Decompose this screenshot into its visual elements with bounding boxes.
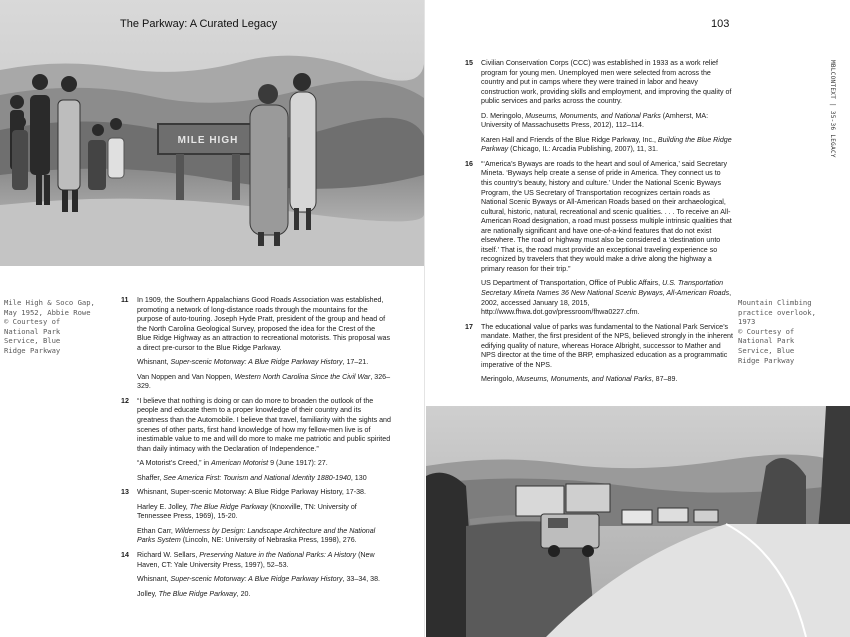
endnote-number: 12 bbox=[121, 396, 129, 405]
spread-gutter bbox=[424, 0, 425, 637]
endnote-text: “I believe that nothing is doing or can do more to broaden the outlook of the people and educate them to a proper knowledge of their country and its greatness than the Automobile. I believe that travel, familiarity with the sights and scenes of other parts, first hand knowledge of how my fellow-men live is of inestimable value to me and will do more to make me patriotic and public spirited than daily intimacy with the Declaration of Independence.” bbox=[137, 396, 391, 453]
endnote-citation: Ethan Carr, Wilderness by Design: Landscape Architecture and the National Parks System (Lincoln, NE: University of Nebraska Press, 1998), 276. bbox=[137, 526, 376, 545]
sign-text: MILE HIGH bbox=[177, 135, 239, 146]
mile-high-photo bbox=[0, 0, 424, 266]
caption-line: Service, Blue bbox=[4, 336, 61, 346]
endnote-number: 13 bbox=[121, 488, 129, 497]
endnote-text: Whisnant, Super-scenic Motorway: A Blue Ridge Parkway History, 17-38. bbox=[137, 488, 366, 497]
endnote bbox=[465, 323, 733, 385]
caption-line: Mile High & Soco Gap, bbox=[4, 298, 95, 307]
side-label-text: MBLCONTEXT | 35-36 LEGACY bbox=[829, 60, 836, 158]
endnote-citation: Karen Hall and Friends of the Blue Ridge Parkway, Inc., Building the Blue Ridge Parkway (Chicago, IL: Arcadia Publishing, 2007), 11, 31. bbox=[481, 135, 732, 154]
endnote-text: “‘America’s Byways are roads to the heart and soul of America,’ said Secretary Mineta. ‘Byways help create a sense of pride in America. They connect us to this country’s beauty, history and culture.’ Under the National Scenic Byways Program, the US Secretary of Transportation recognizes certain roads as National Scenic Byways or All-American Roads based on their archaeological, cultural, historic, natural, recreational and scenic qualities. . . . To receive an All-American Road designation, a road must possess multiple intrinsic qualities that are nationally significant and have one-of-a-kind features that do not exist elsewhere. The road or highway must also be considered a ‘destination unto itself.’ That is, the road must provide an exceptional traveling experience so recognized by travelers that they would make a drive along the highway a primary reason for their trip.” bbox=[481, 159, 732, 273]
endnote-citation: US Department of Transportation, Office of Public Affairs, U.S. Transportation Secretary Mineta Names 36 New National Scenic Byways, All-American Roads, 2002, accessed January 18, 2015, http://www.fhwa.dot.gov/pressroom/fhwa0227.cfm. bbox=[481, 279, 732, 317]
endnote-text: Richard W. Sellars, Preserving Nature in the National Parks: A History (New Haven, CT: Yale University Press, 1997), 52–53. bbox=[137, 551, 375, 569]
endnote-citation: Harley E. Jolley, The Blue Ridge Parkway (Knoxville, TN: University of Tennessee Press, 1969), 15-20. bbox=[137, 502, 357, 521]
endnote-number: 15 bbox=[465, 59, 473, 67]
endnote-citation: Meringolo, Museums, Monuments, and National Parks, 87–89. bbox=[481, 375, 678, 384]
endnote-citation: Whisnant, Super-scenic Motorway: A Blue Ridge Parkway History, 17–21. bbox=[137, 358, 369, 367]
endnote bbox=[121, 296, 391, 392]
endnote-citation: Van Noppen and Van Noppen, Western North Carolina Since the Civil War, 326–329. bbox=[137, 372, 391, 391]
caption-line: © Courtesy of bbox=[4, 317, 61, 327]
endnote-citation: D. Meringolo, Museums, Monuments, and National Parks (Amherst, MA: University of Massachusetts Press, 2012), 112–114. bbox=[481, 111, 709, 130]
caption-mile-high bbox=[4, 298, 104, 356]
endnote bbox=[465, 160, 733, 318]
endnote-number: 11 bbox=[121, 296, 129, 304]
endnotes-right-column bbox=[465, 59, 733, 390]
endnote-number: 14 bbox=[121, 551, 129, 560]
side-label bbox=[826, 60, 840, 200]
caption-line: Mountain Climbing bbox=[738, 298, 812, 307]
endnote bbox=[121, 397, 391, 483]
endnotes-left-column bbox=[121, 296, 391, 604]
caption-line: © Courtesy of bbox=[738, 326, 795, 336]
caption-line: Ridge Parkway bbox=[4, 345, 61, 355]
endnote-number: 17 bbox=[465, 322, 473, 331]
caption-line: 1973 bbox=[738, 317, 756, 327]
caption-overlook bbox=[738, 298, 838, 365]
endnote-text: In 1909, the Southern Appalachians Good Roads Association was established, promoting a network of long-distance roads through the mountains for the purpose of auto-touring. Joseph Hyde Pratt, president of the group and head of the North Carolina Geological Survey, proposed the idea for the Crest of the Blue Ridge Highway as an attraction to recreational motorists. This proposal was a direct pre-cursor to the Blue Ridge Parkway. bbox=[137, 296, 391, 352]
endnote-text: The educational value of parks was fundamental to the National Park Service’s mandate. Mather, the first president of the NPS, believed strongly in the inherent edifying quality of nature, whereas Horace Albright, successor to Mather and NPS director at the time of the BRP, emphasized education as a programmatic imperative of the NPS. bbox=[481, 322, 733, 369]
page-number: 103 bbox=[711, 18, 730, 30]
caption-line: National Park bbox=[4, 326, 61, 336]
endnote-citation: Whisnant, Super-scenic Motorway: A Blue Ridge Parkway History, 33–34, 38. bbox=[137, 575, 381, 584]
caption-line: Ridge Parkway bbox=[738, 355, 795, 365]
caption-line: May 1952, Abbie Rowe bbox=[4, 307, 91, 317]
caption-line: Service, Blue bbox=[738, 345, 795, 355]
endnote-citation: Jolley, The Blue Ridge Parkway, 20. bbox=[137, 589, 251, 598]
overlook-photo bbox=[426, 406, 850, 637]
endnote bbox=[121, 551, 391, 599]
endnote-number: 16 bbox=[465, 159, 473, 168]
endnote bbox=[465, 59, 733, 155]
endnote bbox=[121, 488, 391, 546]
endnote-text: Civilian Conservation Corps (CCC) was established in 1933 as a work relief program for young men. Unemployed men were selected from across the country and put in camps where they were trained in labor and heavy construction work, providing skills and employment, and improving the quality of public services and parks across the country. bbox=[481, 59, 732, 106]
endnote-citation: Shaffer, See America First: Tourism and National Identity 1880-1940, 130 bbox=[137, 473, 367, 482]
endnote-citation: “A Motorist’s Creed,” in American Motorist 9 (June 1917): 27. bbox=[137, 459, 328, 468]
caption-line: practice overlook, bbox=[738, 307, 816, 317]
caption-line: National Park bbox=[738, 336, 795, 346]
running-title: The Parkway: A Curated Legacy bbox=[120, 18, 278, 30]
